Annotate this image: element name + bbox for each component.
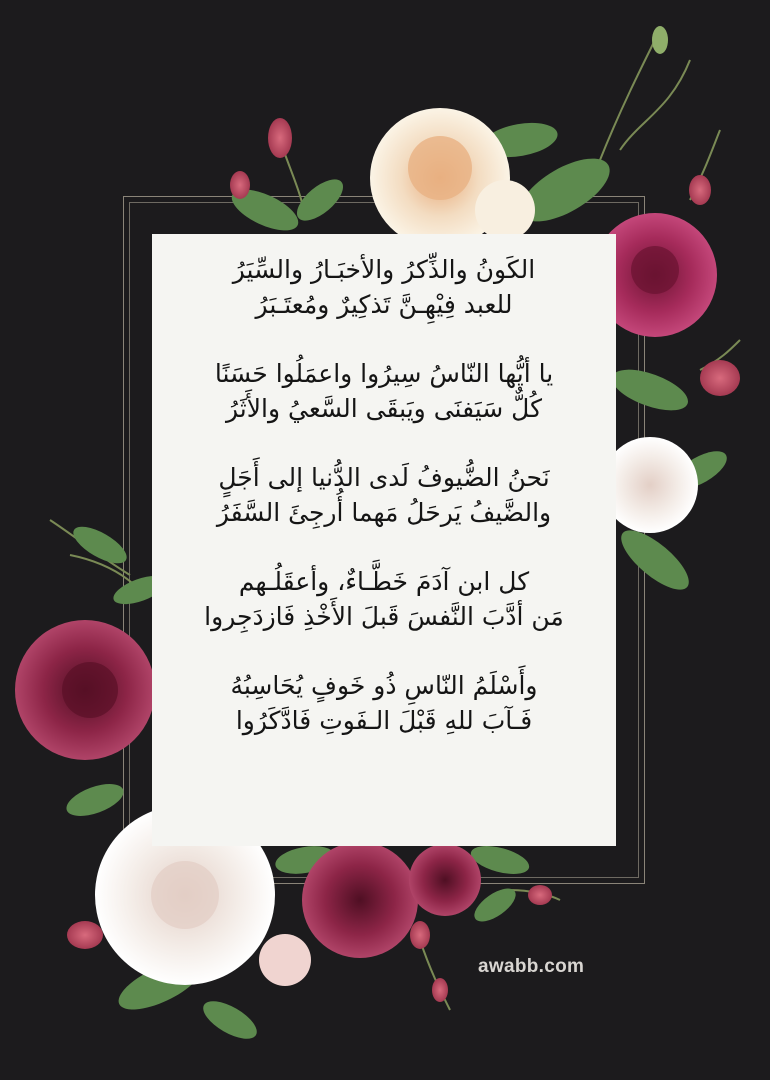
poem-stanza [174, 356, 594, 426]
poem-line: والضَّيفُ يَرحَلُ مَهما أُرجِئَ السَّفَرُ [216, 498, 552, 527]
rose-crimson-left [15, 620, 155, 760]
watermark: awabb.com [478, 956, 585, 977]
poem-stanza [174, 668, 594, 738]
poem-line: الكَونُ والذِّكرُ والأخبَـارُ والسِّيَرُ [232, 255, 536, 284]
poem-line: فَـآبَ للهِ قَبْلَ الـفَوتِ فَادَّكَرُوا [235, 706, 533, 735]
rose-white-right [602, 437, 698, 533]
poem-line: للعبد فِيْهِـنَّ تَذكِيرٌ ومُعتَـبَرُ [255, 290, 513, 319]
poem-line: كُلٌّ سَيَفنَى ويَبقَى السَّعيُ والأَثَرُ [226, 394, 542, 423]
poem-line: نَحنُ الضُّيوفُ لَدى الدُّنيا إلى أَجَلٍ [218, 463, 550, 492]
poem-line: يا أيُّها النّاسُ سِيرُوا واعمَلُوا حَسَنًا [214, 359, 554, 388]
poem-line: مَن أدَّبَ النَّفسَ قَبلَ الأَخْذِ فَازدَجِروا [204, 602, 564, 631]
poem-card [152, 234, 616, 846]
poem-line: كل ابن آدَمَ خَطَّـاءٌ، وأعقَلُـهم [238, 567, 530, 596]
poem-stanza [174, 252, 594, 322]
poem-stanza [174, 564, 594, 634]
poem-stanza [174, 460, 594, 530]
poem-line: وأَسْلَمُ النّاسِ ذُو خَوفٍ يُحَاسِبُهُ [230, 671, 538, 700]
